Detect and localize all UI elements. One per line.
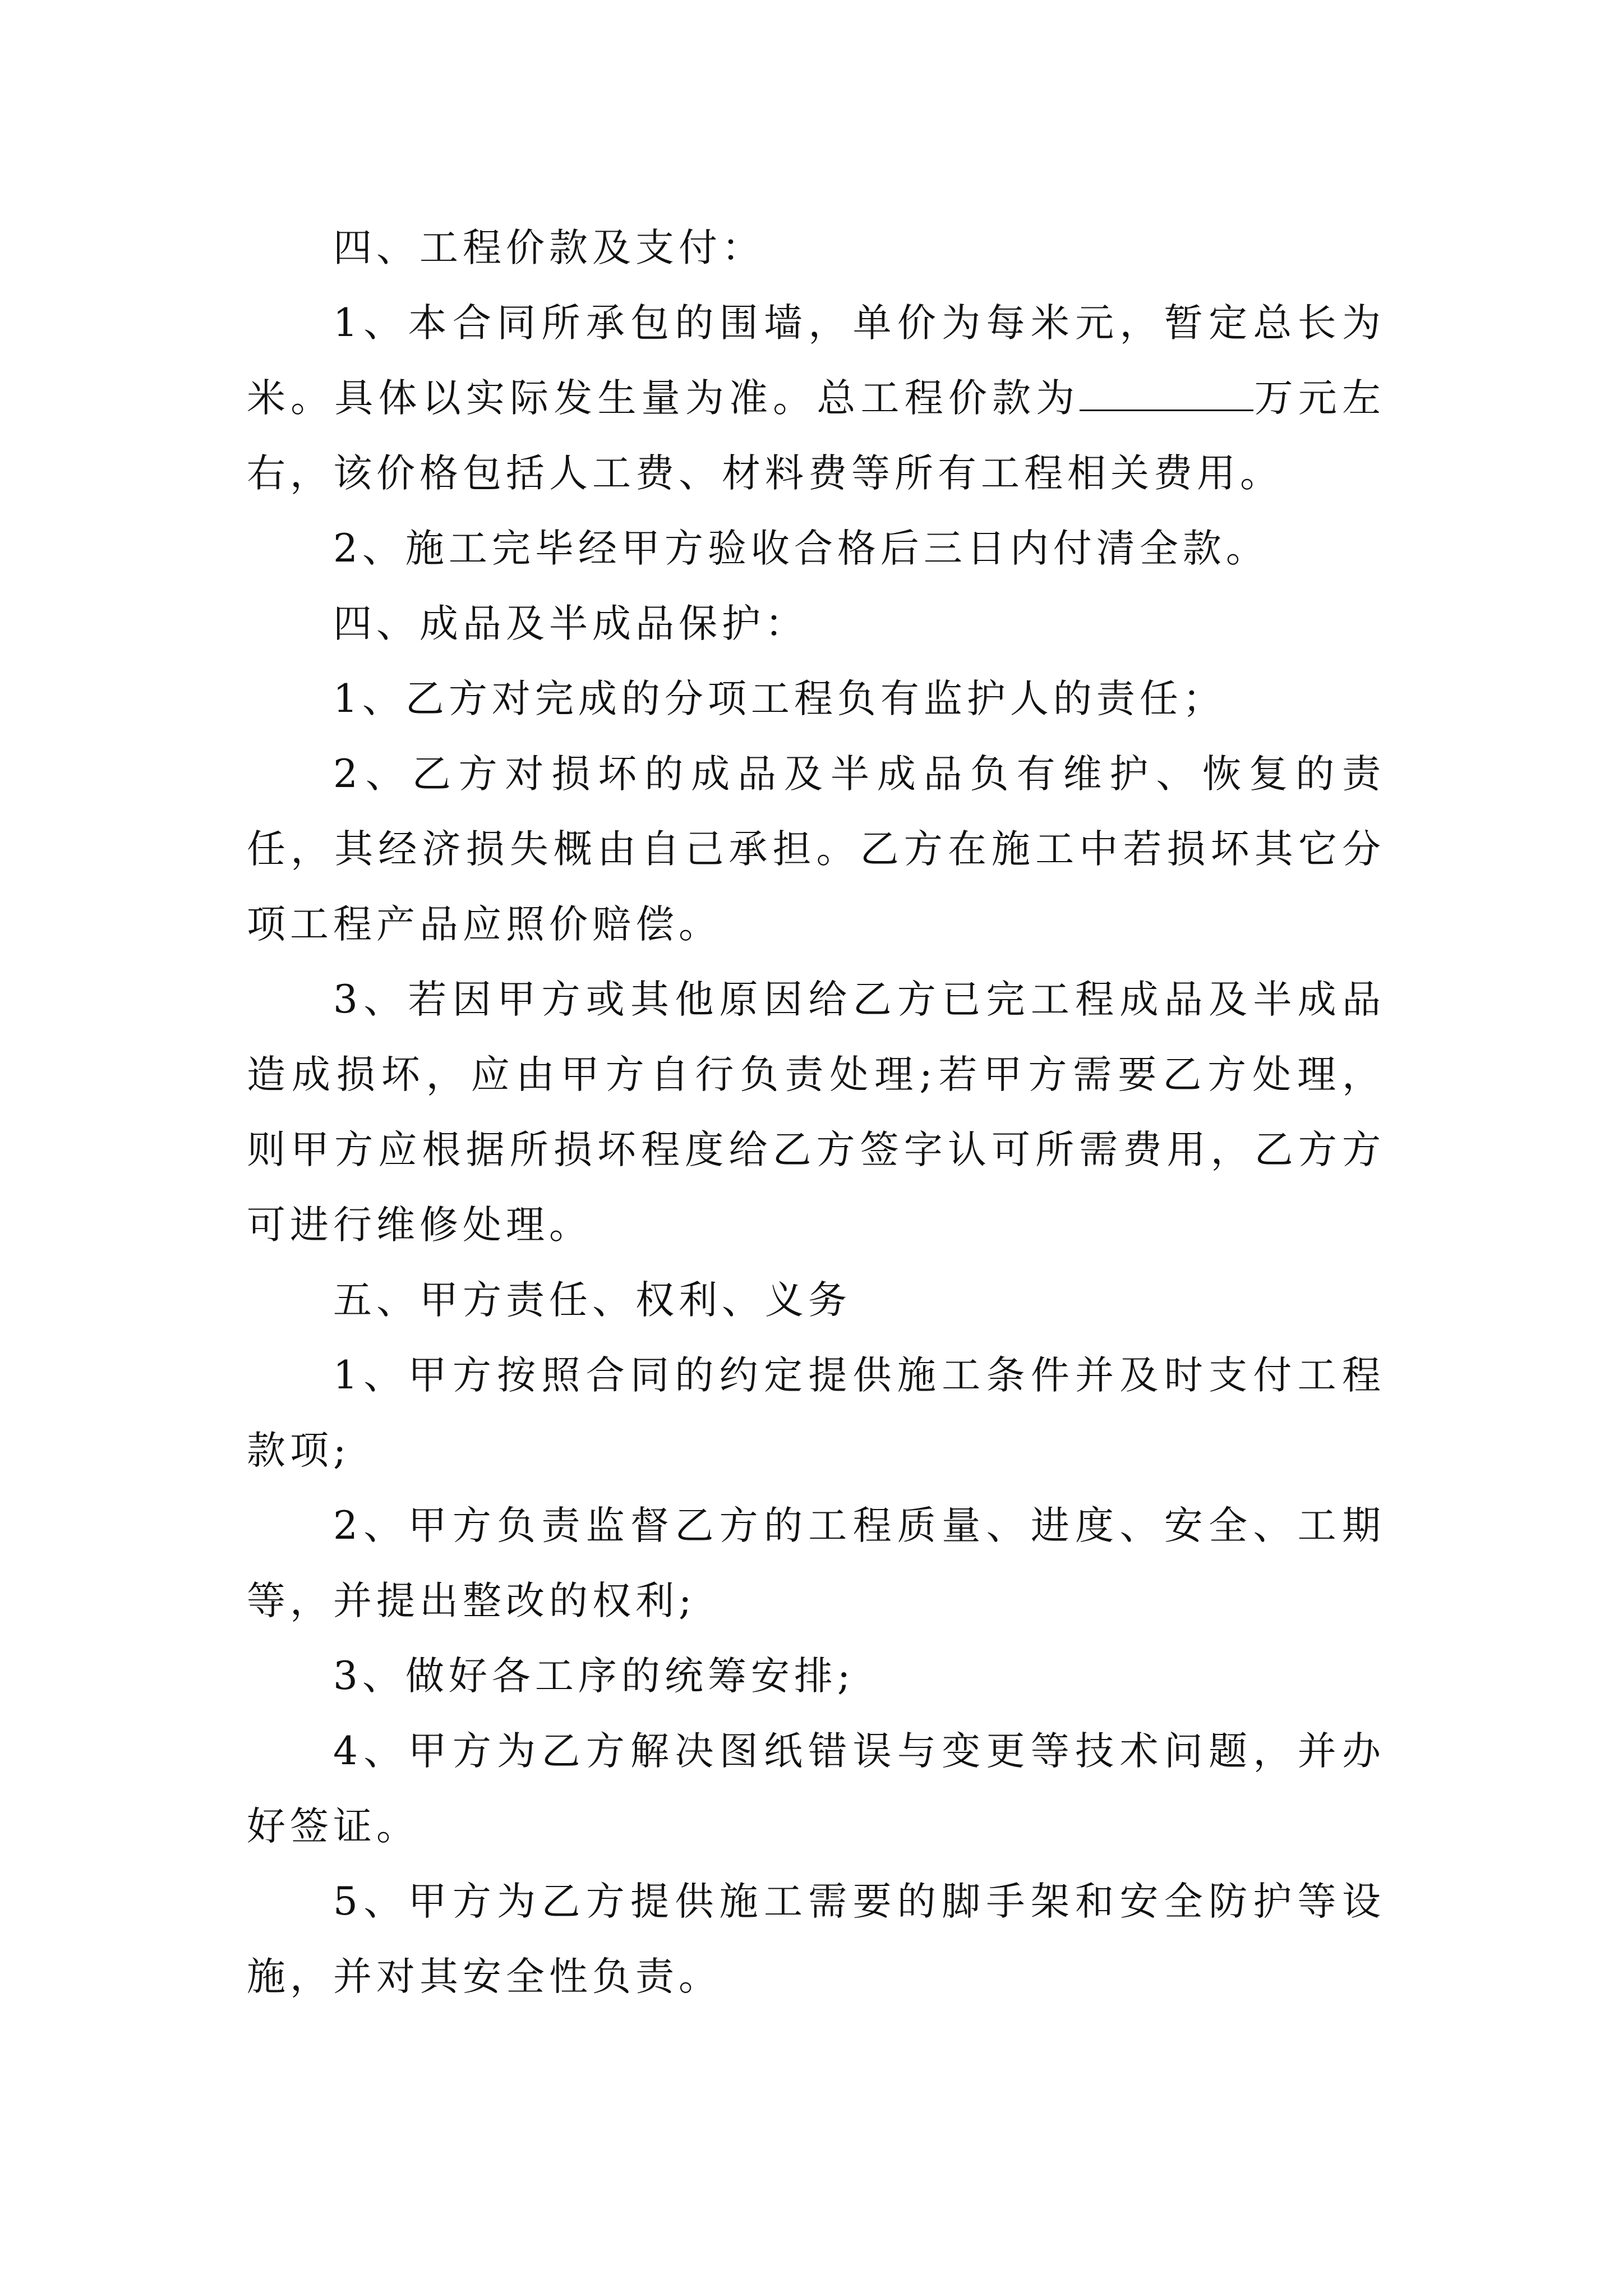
- section-heading-protection: 四、成品及半成品保护：: [333, 601, 808, 646]
- document-body: [247, 210, 1385, 2014]
- payment-clause-1-text-b: 万元左右，该价格包括人工费、材料费等所有工程相关费用。: [247, 376, 1386, 496]
- party-a-clause-4: 4、甲方为乙方解决图纸错误与变更等技术问题，并办好签证。: [247, 1729, 1385, 1849]
- protection-clause-1: 1、乙方对完成的分项工程负有监护人的责任；: [333, 677, 1226, 721]
- payment-clause-1-text-a: 1、本合同所承包的围墙，单价为每米元，暂定总长为米。具体以实际发生量为准。总工程价款为: [247, 301, 1385, 421]
- party-a-clause-3: 3、做好各工序的统筹安排;: [333, 1654, 855, 1699]
- section-heading-party-a: 五、甲方责任、权利、义务: [333, 1278, 851, 1323]
- party-a-clause-5: 5、甲方为乙方提供施工需要的脚手架和安全防护等设施，并对其安全性负责。: [247, 1879, 1385, 1999]
- payment-clause-2: 2、施工完毕经甲方验收合格后三日内付清全款。: [333, 526, 1269, 571]
- protection-clause-3: 3、若因甲方或其他原因给乙方已完工程成品及半成品造成损坏，应由甲方自行负责处理;若甲方需要乙方处理，则甲方应根据所损坏程度给乙方签字认可所需费用，乙方方可进行维修处理。: [247, 977, 1385, 1248]
- payment-clause-1: [247, 286, 1385, 511]
- section-heading-payment: 四、工程价款及支付：: [333, 226, 765, 270]
- protection-clause-2: 2、乙方对损坏的成品及半成品负有维护、恢复的责任，其经济损失概由自己承担。乙方在施工中若损坏其它分项工程产品应照价赔偿。: [247, 752, 1385, 947]
- amount-blank-line: [1080, 370, 1253, 411]
- party-a-clause-2: 2、甲方负责监督乙方的工程质量、进度、安全、工期等，并提出整改的权利;: [247, 1503, 1385, 1623]
- party-a-clause-1: 1、甲方按照合同的约定提供施工条件并及时支付工程款项;: [247, 1353, 1385, 1473]
